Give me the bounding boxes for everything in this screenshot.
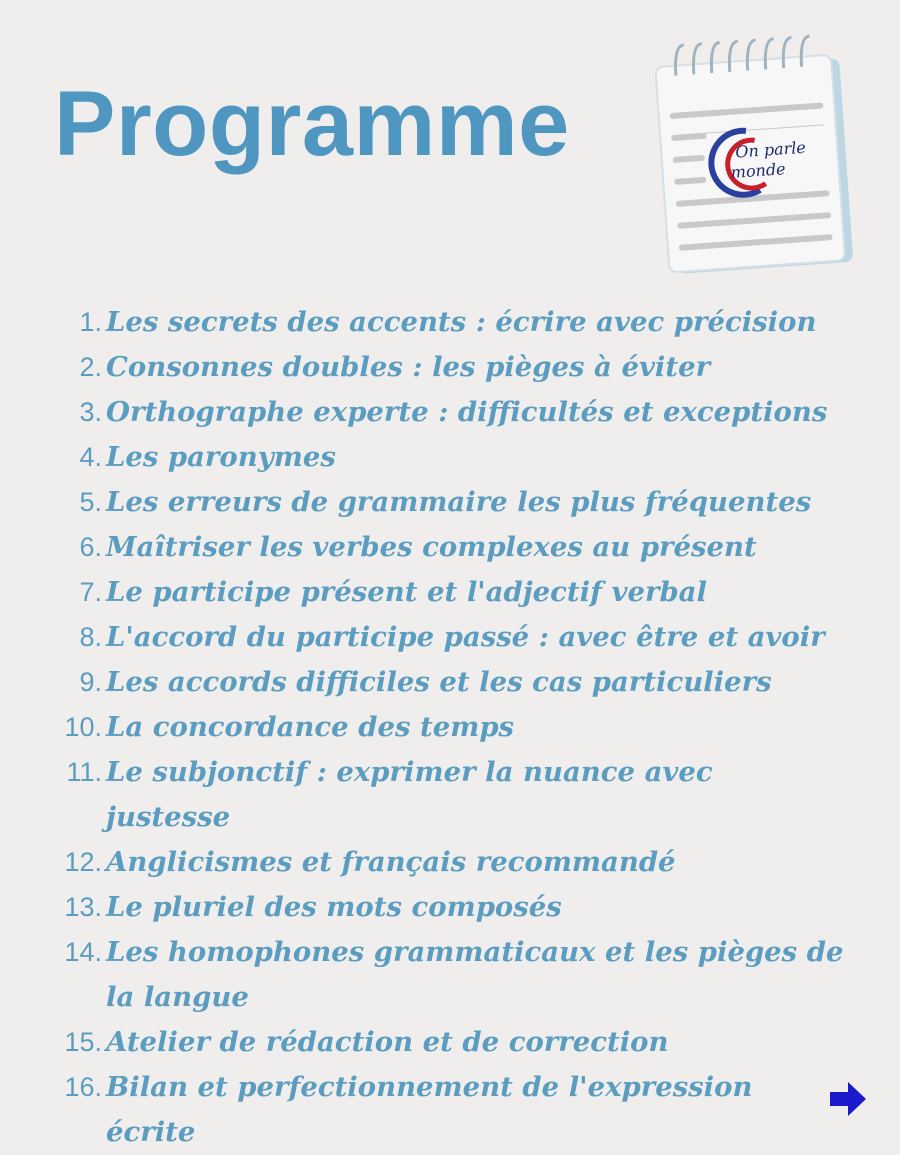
page-title: Programme bbox=[54, 73, 570, 175]
program-item bbox=[54, 750, 844, 840]
program-item bbox=[54, 615, 844, 660]
item-text: Les paronymes bbox=[106, 441, 336, 473]
item-number: 3. bbox=[79, 397, 102, 427]
item-text: Les homophones grammaticaux et les pièges de la langue bbox=[106, 936, 844, 1013]
logo-text-line2: monde bbox=[730, 159, 787, 182]
notepad-logo-icon bbox=[648, 30, 870, 282]
item-text: Les secrets des accents : écrire avec précision bbox=[106, 306, 817, 338]
item-number: 12. bbox=[64, 847, 102, 877]
program-item bbox=[54, 570, 844, 615]
item-text: Maîtriser les verbes complexes au présent bbox=[106, 531, 757, 563]
item-text: Atelier de rédaction et de correction bbox=[106, 1026, 669, 1058]
program-item bbox=[54, 480, 844, 525]
program-item bbox=[54, 300, 844, 345]
item-text: L'accord du participe passé : avec être et avoir bbox=[106, 621, 825, 653]
right-arrow-icon[interactable] bbox=[828, 1080, 868, 1118]
item-number: 5. bbox=[79, 487, 102, 517]
item-number: 13. bbox=[64, 892, 102, 922]
item-text: Le participe présent et l'adjectif verbal bbox=[106, 576, 707, 608]
item-text: Consonnes doubles : les pièges à éviter bbox=[106, 351, 711, 383]
item-number: 9. bbox=[79, 667, 102, 697]
program-item bbox=[54, 840, 844, 885]
item-text: Le pluriel des mots composés bbox=[106, 891, 562, 923]
program-item bbox=[54, 1065, 844, 1155]
item-number: 16. bbox=[64, 1072, 102, 1102]
item-number: 6. bbox=[79, 532, 102, 562]
item-text: Bilan et perfectionnement de l'expression écrite bbox=[106, 1071, 753, 1148]
program-item bbox=[54, 705, 844, 750]
program-item bbox=[54, 885, 844, 930]
program-item bbox=[54, 390, 844, 435]
logo-text-line1: On parle bbox=[734, 137, 807, 162]
item-text: Les accords difficiles et les cas particuliers bbox=[106, 666, 772, 698]
item-text: Le subjonctif : exprimer la nuance avec justesse bbox=[106, 756, 713, 833]
item-number: 1. bbox=[79, 307, 102, 337]
program-item bbox=[54, 1020, 844, 1065]
item-number: 2. bbox=[79, 352, 102, 382]
item-number: 14. bbox=[64, 937, 102, 967]
item-text: Orthographe experte : difficultés et exceptions bbox=[106, 396, 828, 428]
item-number: 15. bbox=[64, 1027, 102, 1057]
program-list bbox=[54, 300, 844, 1155]
item-number: 10. bbox=[64, 712, 102, 742]
item-text: Les erreurs de grammaire les plus fréquentes bbox=[106, 486, 812, 518]
program-item bbox=[54, 660, 844, 705]
item-text: Anglicismes et français recommandé bbox=[106, 846, 676, 878]
program-item bbox=[54, 930, 844, 1020]
item-number: 7. bbox=[79, 577, 102, 607]
program-item bbox=[54, 525, 844, 570]
item-number: 8. bbox=[79, 622, 102, 652]
program-item bbox=[54, 435, 844, 480]
item-number: 11. bbox=[66, 757, 102, 787]
item-text: La concordance des temps bbox=[106, 711, 515, 743]
program-item bbox=[54, 345, 844, 390]
item-number: 4. bbox=[79, 442, 102, 472]
